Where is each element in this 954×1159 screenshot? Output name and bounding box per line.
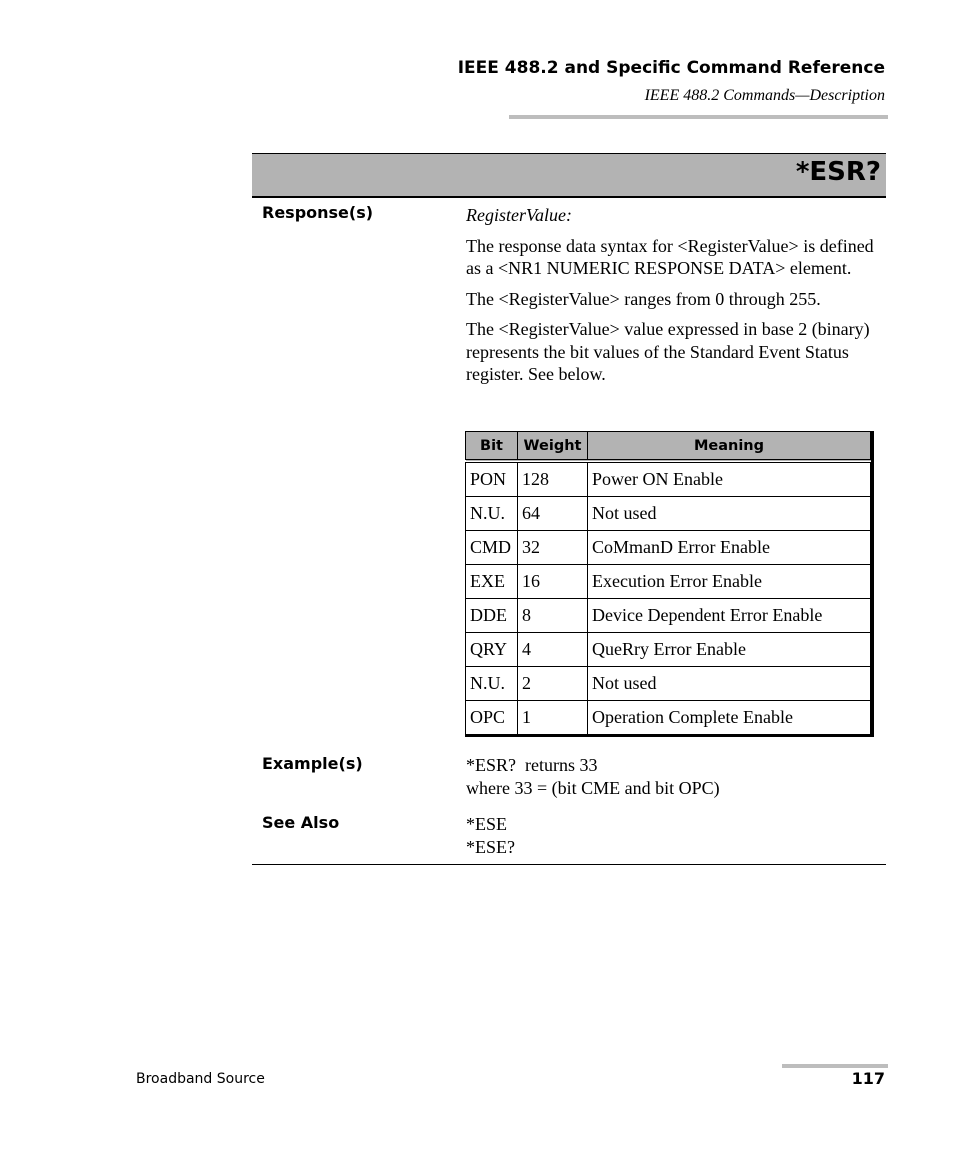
footer-rule: [782, 1064, 888, 1068]
weight-cell: 32: [518, 531, 588, 565]
example-line: *ESR? returns 33: [466, 755, 598, 775]
table-row: [466, 461, 871, 497]
bit-cell: N.U.: [466, 497, 518, 531]
weight-cell: 2: [518, 667, 588, 701]
see-also-label: See Also: [262, 813, 340, 832]
header-rule: [509, 115, 888, 119]
see-also-link: *ESE: [466, 814, 508, 834]
response-label: Response(s): [262, 203, 374, 222]
section-title: IEEE 488.2 and Specific Command Reference: [457, 58, 885, 78]
weight-cell: 16: [518, 565, 588, 599]
table-row: [466, 633, 871, 667]
weight-cell: 64: [518, 497, 588, 531]
example-line: where 33 = (bit CME and bit OPC): [466, 777, 720, 798]
bit-cell: OPC: [466, 701, 518, 735]
examples-label: Example(s): [262, 754, 363, 773]
response-paragraph: The <RegisterValue> ranges from 0 through 255.: [466, 288, 821, 309]
weight-cell: 1: [518, 701, 588, 735]
table-row: [466, 497, 871, 531]
table-row: [466, 565, 871, 599]
table-row: [466, 701, 871, 735]
bit-cell: N.U.: [466, 667, 518, 701]
footer-product-name: Broadband Source: [136, 1071, 265, 1087]
meaning-cell: QueRry Error Enable: [588, 633, 871, 667]
bit-table-container: [465, 431, 874, 737]
meaning-cell: Device Dependent Error Enable: [588, 599, 871, 633]
table-row: [466, 531, 871, 565]
meaning-cell: CoMmanD Error Enable: [588, 531, 871, 565]
see-also-link: *ESE?: [466, 836, 515, 857]
meaning-cell: Not used: [588, 497, 871, 531]
examples-body: [466, 754, 886, 799]
table-row: [466, 667, 871, 701]
see-also-body: [466, 813, 886, 858]
bit-cell: CMD: [466, 531, 518, 565]
table-row: [466, 599, 871, 633]
weight-cell: 4: [518, 633, 588, 667]
response-paragraph: The response data syntax for <RegisterValue> is defined as a <NR1 NUMERIC RESPONSE DATA> element.: [466, 235, 874, 278]
section-bottom-rule: [252, 864, 886, 865]
column-header-meaning: Meaning: [588, 432, 871, 462]
column-header-bit: Bit: [466, 432, 518, 462]
bit-cell: DDE: [466, 599, 518, 633]
meaning-cell: Power ON Enable: [588, 461, 871, 497]
bit-cell: QRY: [466, 633, 518, 667]
bit-table: [465, 431, 871, 735]
bit-cell: EXE: [466, 565, 518, 599]
weight-cell: 8: [518, 599, 588, 633]
command-title: *ESR?: [795, 157, 881, 187]
bit-table-header-row: [466, 432, 871, 462]
command-heading-bar: [252, 153, 886, 198]
meaning-cell: Execution Error Enable: [588, 565, 871, 599]
section-subtitle: IEEE 488.2 Commands—Description: [644, 87, 885, 104]
meaning-cell: Not used: [588, 667, 871, 701]
response-value-name: RegisterValue:: [466, 205, 572, 225]
response-paragraph: The <RegisterValue> value expressed in base 2 (binary) represents the bit values of the Standard Event Status register. See below.: [466, 319, 870, 384]
meaning-cell: Operation Complete Enable: [588, 701, 871, 735]
page-number: 117: [851, 1069, 885, 1088]
weight-cell: 128: [518, 461, 588, 497]
response-body: [466, 204, 886, 386]
column-header-weight: Weight: [518, 432, 588, 462]
bit-cell: PON: [466, 461, 518, 497]
